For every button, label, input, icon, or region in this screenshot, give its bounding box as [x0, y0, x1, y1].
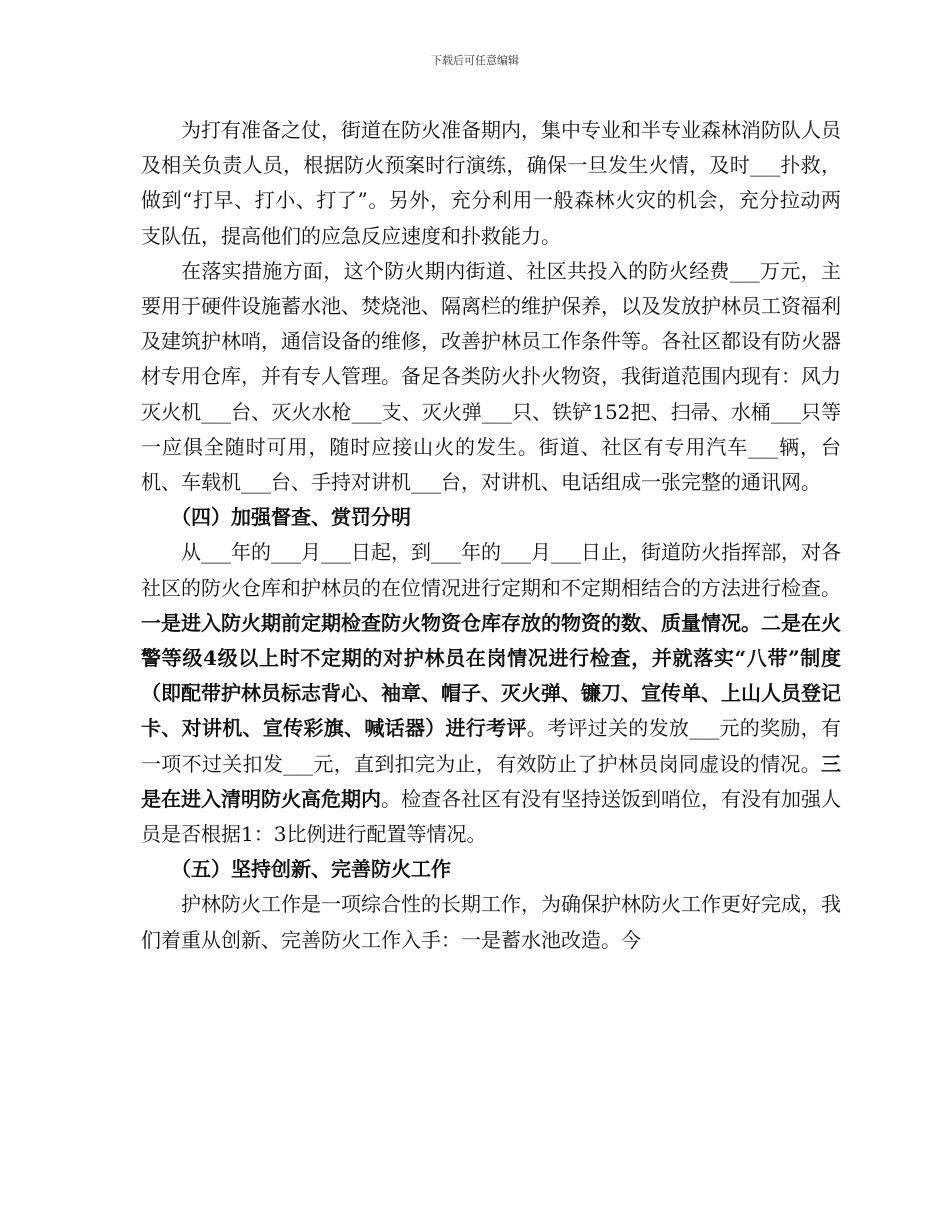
- inspection-third-point-bold: 三是在进入清明防火高危期内: [141, 751, 841, 811]
- paragraph-drill-preparation: 为打有准备之仗，街道在防火准备期内，集中专业和半专业森林消防队人员及相关负责人员，根据防火预案时行演练，确保一旦发生火情，及时___扑救，做到“打早、打小、打了”。另外，充分利用一般森林火灾的机会，充分拉动两支队伍，提高他们的应急反应速度和扑救能力。: [141, 118, 841, 248]
- paragraph-measures-funding: 在落实措施方面，这个防火期内街道、社区共投入的防火经费___万元，主要用于硬件设施蓄水池、焚烧池、隔离栏的维护保养，以及发放护林员工资福利及建筑护林哨，通信设备的维修，改善护林员工作条件等。各社区都设有防火器材专用仓库，并有专人管理。备足各类防火扑火物资，我街道范围内现有：风力灭火机___台、灭火水枪___支、灭火弹___只、铁铲152把、扫帚、水桶___只等一应俱全随时可用，随时应接山火的发生。街道、社区有专用汽车___辆，台机、车载机___台、手持对讲机___台，对讲机、电话组成一张完整的通讯网。: [141, 258, 841, 495]
- page-header: 下载后可任意编辑: [431, 54, 519, 67]
- inspection-rewards: 。考评过关的发放___元的奖励，有一项不过关扣发___元，直到扣完为止，有效防止了护林员岗同虚设的情况。: [141, 716, 842, 776]
- inspection-third-detail: 。检查各社区有没有坚持送饭到哨位，有没有加强人员是否根据1：3比例进行配置等情况。: [141, 786, 841, 847]
- document-body: [141, 113, 841, 958]
- section-heading-supervision: （四）加强督查、赏罚分明: [171, 505, 411, 530]
- paragraph-inspection: [141, 535, 841, 852]
- inspection-points-bold: 一是进入防火期前定期检查防火物资仓库存放的物资的数、质量情况。二是在火警等级4级以上时不定期的对护林员在岗情况进行检查，并就落实“八带”制度（即配带护林员标志背心、袖章、帽子、灭火弹、镰刀、宣传单、上山人员登记卡、对讲机、宣传彩旗、喊话器）进行考评: [141, 610, 841, 741]
- paragraph-innovation: 护林防火工作是一项综合性的长期工作，为确保护林防火工作更好完成，我们着重从创新、完善防火工作入手：一是蓄水池改造。今: [141, 892, 841, 952]
- inspection-intro: 从___年的___月___日起，到___年的___月___日止，街道防火指挥部，对各社区的防火仓库和护林员的在位情况进行定期和不定期相结合的方法进行检查。: [141, 540, 841, 600]
- section-heading-innovation: （五）坚持创新、完善防火工作: [171, 857, 451, 882]
